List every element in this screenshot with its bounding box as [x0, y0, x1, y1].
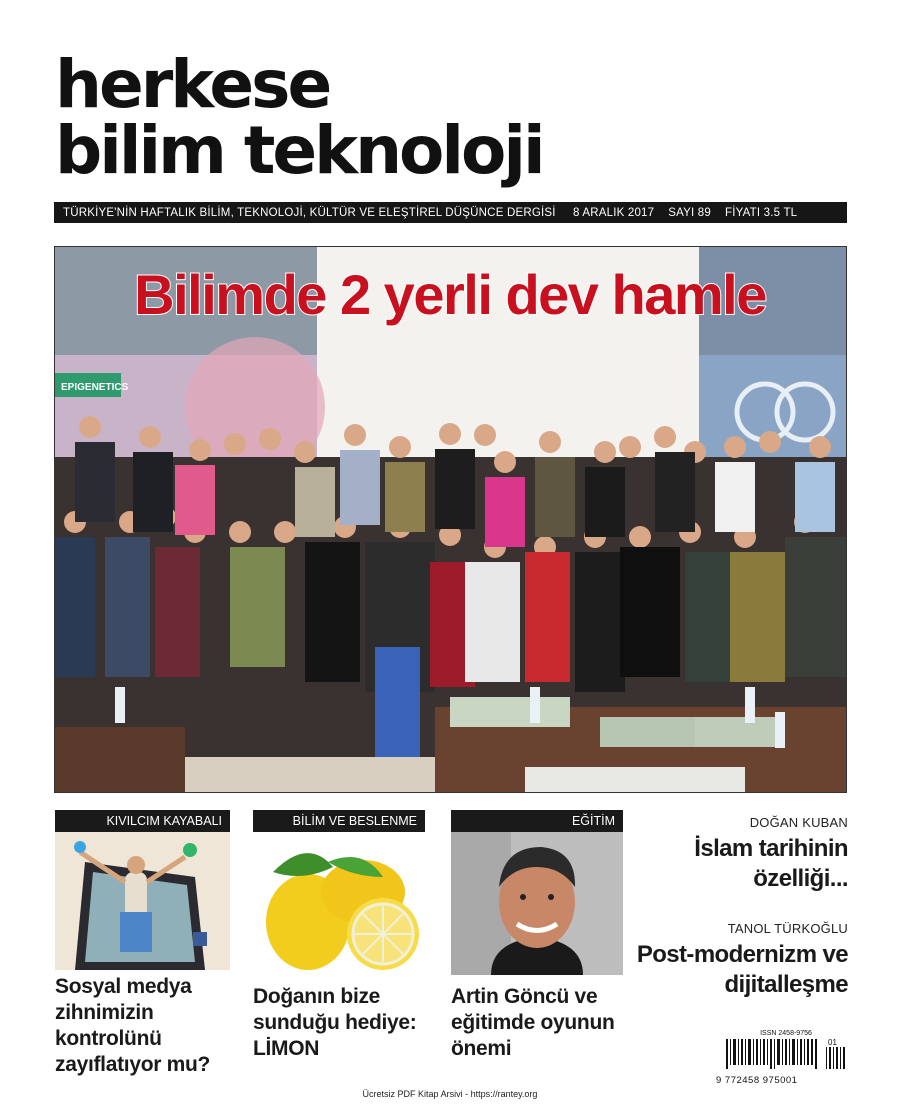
cover-photo — [54, 246, 847, 793]
feature-islam-tarihi[interactable] — [694, 815, 848, 894]
masthead-line-2: bilim teknoloji — [55, 112, 543, 189]
story-title-line: Doğanın bize — [253, 985, 381, 1008]
issn-barcode — [716, 1030, 846, 1086]
section-label-kivilcim: KIVILCIM KAYABALI — [55, 810, 230, 832]
story-limon-title[interactable] — [253, 984, 443, 1062]
issue-meta — [573, 207, 797, 219]
group-photo-illustration — [55, 247, 847, 793]
issn-number: ISSN 2458-9756 — [760, 1030, 812, 1037]
feature-post-modernizm[interactable] — [637, 921, 848, 1000]
story-title-line: sunduğu hediye: — [253, 1011, 417, 1034]
story-title-line: zihnimizin — [55, 1001, 154, 1024]
portrait-photo — [451, 832, 623, 975]
story-title-line: LİMON — [253, 1037, 320, 1060]
social-media-thumbnail — [55, 832, 230, 970]
portrait-thumbnail — [451, 832, 623, 975]
story-social-media-title[interactable] — [55, 974, 245, 1078]
feature-author: TANOL TÜRKOĞLU — [727, 921, 848, 936]
story-title-line: kontrolünü — [55, 1027, 162, 1050]
section-label-egitim: EĞİTİM — [451, 810, 623, 832]
magazine-tagline: TÜRKİYE'NİN HAFTALIK BİLİM, TEKNOLOJİ, KÜLTÜR VE ELEŞTİREL DÜŞÜNCE DERGİSİ — [63, 206, 556, 219]
feature-title-line: Post-modernizm ve — [636, 941, 848, 968]
footer-note: Ücretsiz PDF Kitap Arsivi - https://rantey.org — [362, 1089, 538, 1099]
masthead-logo — [55, 46, 655, 189]
issue-code: 01 — [828, 1038, 837, 1047]
story-artin-goncu-title[interactable] — [451, 984, 641, 1062]
masthead-line-1: herkese — [55, 46, 330, 123]
lemon-photo — [253, 832, 425, 977]
social-media-illustration — [55, 832, 230, 970]
feature-title-line: özelliği... — [753, 865, 848, 892]
cover-headline: Bilimde 2 yerli dev hamle — [134, 263, 766, 326]
feature-title-line: dijitalleşme — [724, 971, 848, 998]
lemon-thumbnail — [253, 832, 425, 977]
banner-epigenetics-text: EPIGENETICS — [61, 382, 129, 393]
story-title-line: Sosyal medya — [55, 975, 192, 998]
story-title-line: önemi — [451, 1037, 512, 1060]
issue-price: FİYATI 3.5 TL — [725, 206, 798, 219]
barcode-digits: 9 772458 975001 — [716, 1075, 798, 1086]
issue-date: 8 ARALIK 2017 — [573, 206, 655, 219]
feature-title-line: İslam tarihinin — [694, 835, 848, 862]
info-strip — [54, 202, 847, 223]
story-title-line: zayıflatıyor mu? — [55, 1053, 211, 1076]
story-title-line: eğitimde oyunun — [451, 1011, 615, 1034]
barcode-bars — [716, 1037, 846, 1071]
story-title-line: Artin Göncü ve — [451, 985, 598, 1008]
feature-author: DOĞAN KUBAN — [749, 815, 848, 830]
section-label-beslenme: BİLİM VE BESLENME — [253, 810, 425, 832]
issue-number: SAYI 89 — [668, 206, 711, 219]
